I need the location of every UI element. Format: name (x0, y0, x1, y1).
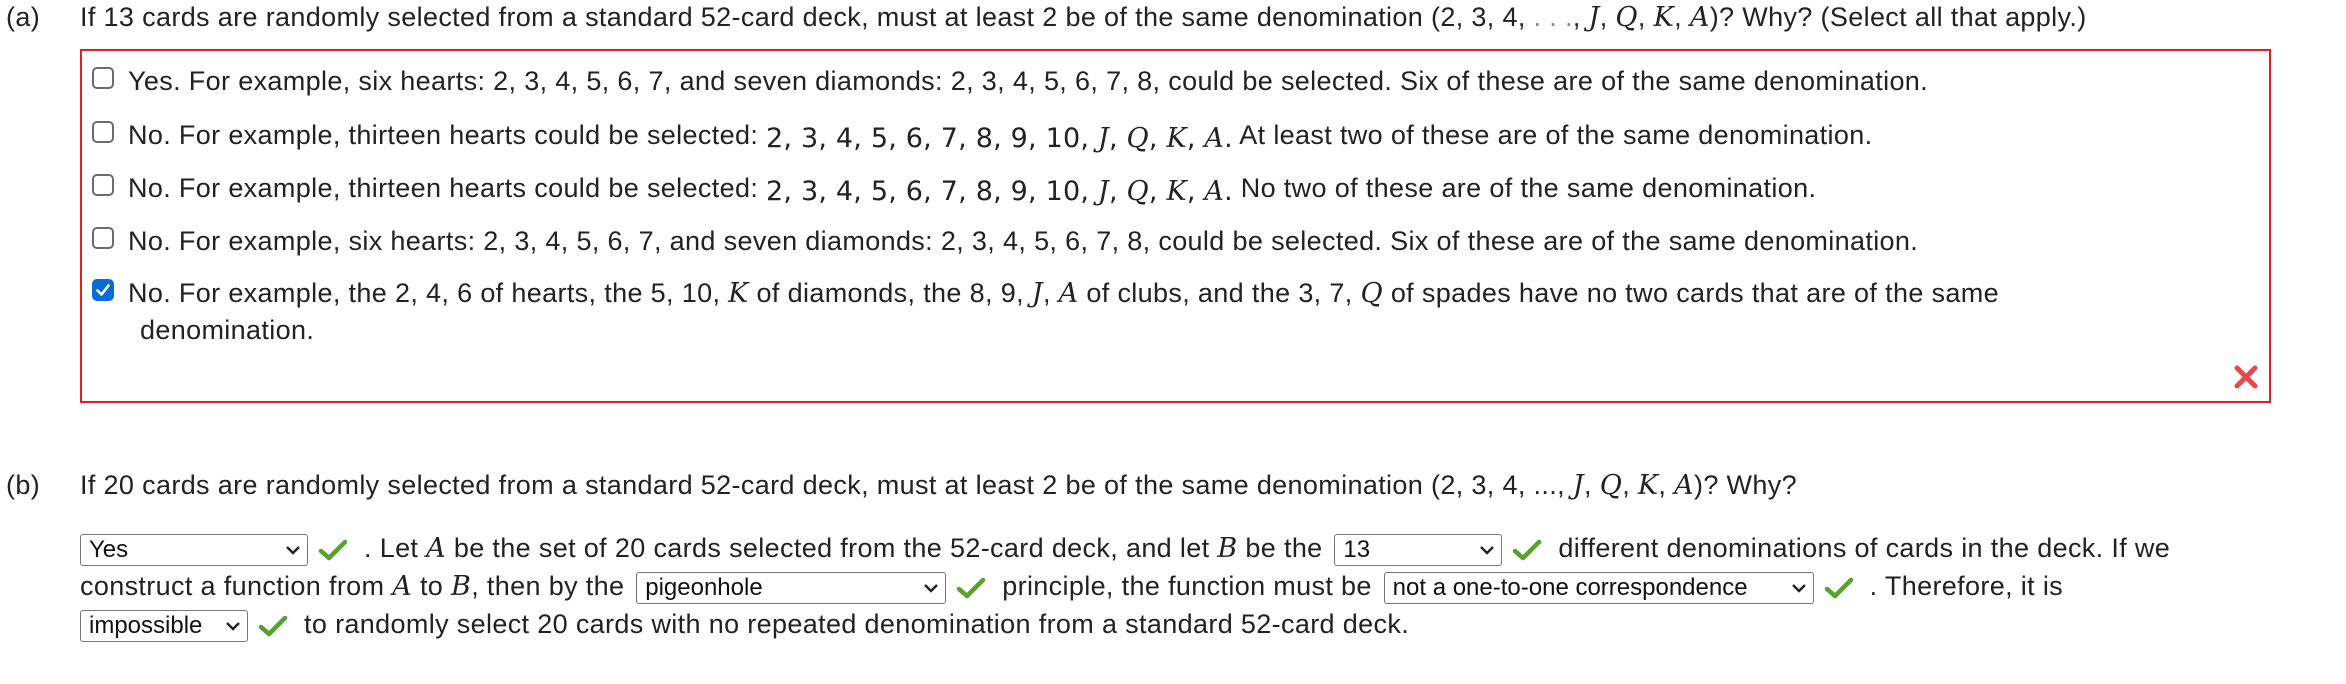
answer-select-1[interactable]: Yes (80, 534, 308, 566)
option-4-label: No. For example, six hearts: 2, 3, 4, 5, 6, 7, and seven diamonds: 2, 3, 4, 5, 6, 7, 8, could be selected. Six of these are of the same denomination. (128, 226, 1919, 256)
answer-select-5[interactable]: impossible (80, 610, 248, 642)
answer-select-3[interactable]: pigeonhole (636, 572, 946, 604)
answer-select-2[interactable]: 13 (1334, 534, 1502, 566)
chevron-down-icon (285, 544, 301, 556)
correct-check-icon (258, 614, 288, 638)
option-1-checkbox[interactable] (92, 67, 114, 89)
correct-check-icon (1512, 538, 1542, 562)
correct-check-icon (956, 576, 986, 600)
option-4[interactable] (92, 223, 1918, 259)
checkmark-icon (95, 282, 111, 298)
option-2-label: No. For example, thirteen hearts could be selected: 2, 3, 4, 5, 6, 7, 8, 9, 10, J, Q, K, A. At least two of these are of the same denomination. (128, 120, 1873, 154)
correct-check-icon (1824, 576, 1854, 600)
part-b-line-3: impossible to randomly select 20 cards with no repeated denomination from a standard 52-card deck. (80, 605, 1409, 643)
part-a-label: (a) (6, 2, 41, 32)
option-4-checkbox[interactable] (92, 227, 114, 249)
chevron-down-icon (1791, 582, 1807, 594)
part-b-question: If 20 cards are randomly selected from a standard 52-card deck, must at least 2 be of the same denomination (2, 3, 4, ..., J, Q, K, A)? Why? (80, 470, 1797, 501)
answer-options-box (80, 49, 2271, 403)
part-a-question: If 13 cards are randomly selected from a standard 52-card deck, must at least 2 be of the same denomination (2, 3, 4, . . ., J, Q, K, A)? Why? (Select all that apply.) (80, 2, 2087, 33)
option-3-label: No. For example, thirteen hearts could be selected: 2, 3, 4, 5, 6, 7, 8, 9, 10, J, Q, K, A. No two of these are of the same denomination. (128, 173, 1817, 207)
part-b-line-2: construct a function from A to B, then by the pigeonhole principle, the function must be not a one-to-one correspondence . Therefore, it is (80, 571, 2064, 602)
part-b-label: (b) (6, 470, 41, 500)
option-5-label: No. For example, the 2, 4, 6 of hearts, the 5, 10, K of diamonds, the 8, 9, J, A of clubs, and the 3, 7, Q of spades have no two cards that are of the same denomination. (128, 278, 1999, 345)
correct-check-icon (318, 538, 348, 562)
option-5-checkbox[interactable] (92, 279, 114, 301)
option-3-checkbox[interactable] (92, 174, 114, 196)
option-1-label: Yes. For example, six hearts: 2, 3, 4, 5, 6, 7, and seven diamonds: 2, 3, 4, 5, 6, 7, 8, could be selected. Six of these are of the same denomination. (128, 66, 1929, 96)
option-2-checkbox[interactable] (92, 121, 114, 143)
option-5[interactable] (92, 275, 1999, 348)
part-b-line-1: Yes . Let A be the set of 20 cards selected from the 52-card deck, and let B be the 13 different denominations of cards in the deck. If we (80, 529, 2170, 568)
option-2[interactable] (92, 117, 1872, 154)
option-1[interactable] (92, 63, 1928, 99)
incorrect-x-icon (2232, 363, 2260, 391)
chevron-down-icon (923, 582, 939, 594)
chevron-down-icon (225, 620, 241, 632)
option-3[interactable] (92, 170, 1816, 207)
answer-select-4[interactable]: not a one-to-one correspondence (1384, 572, 1814, 604)
chevron-down-icon (1479, 544, 1495, 556)
